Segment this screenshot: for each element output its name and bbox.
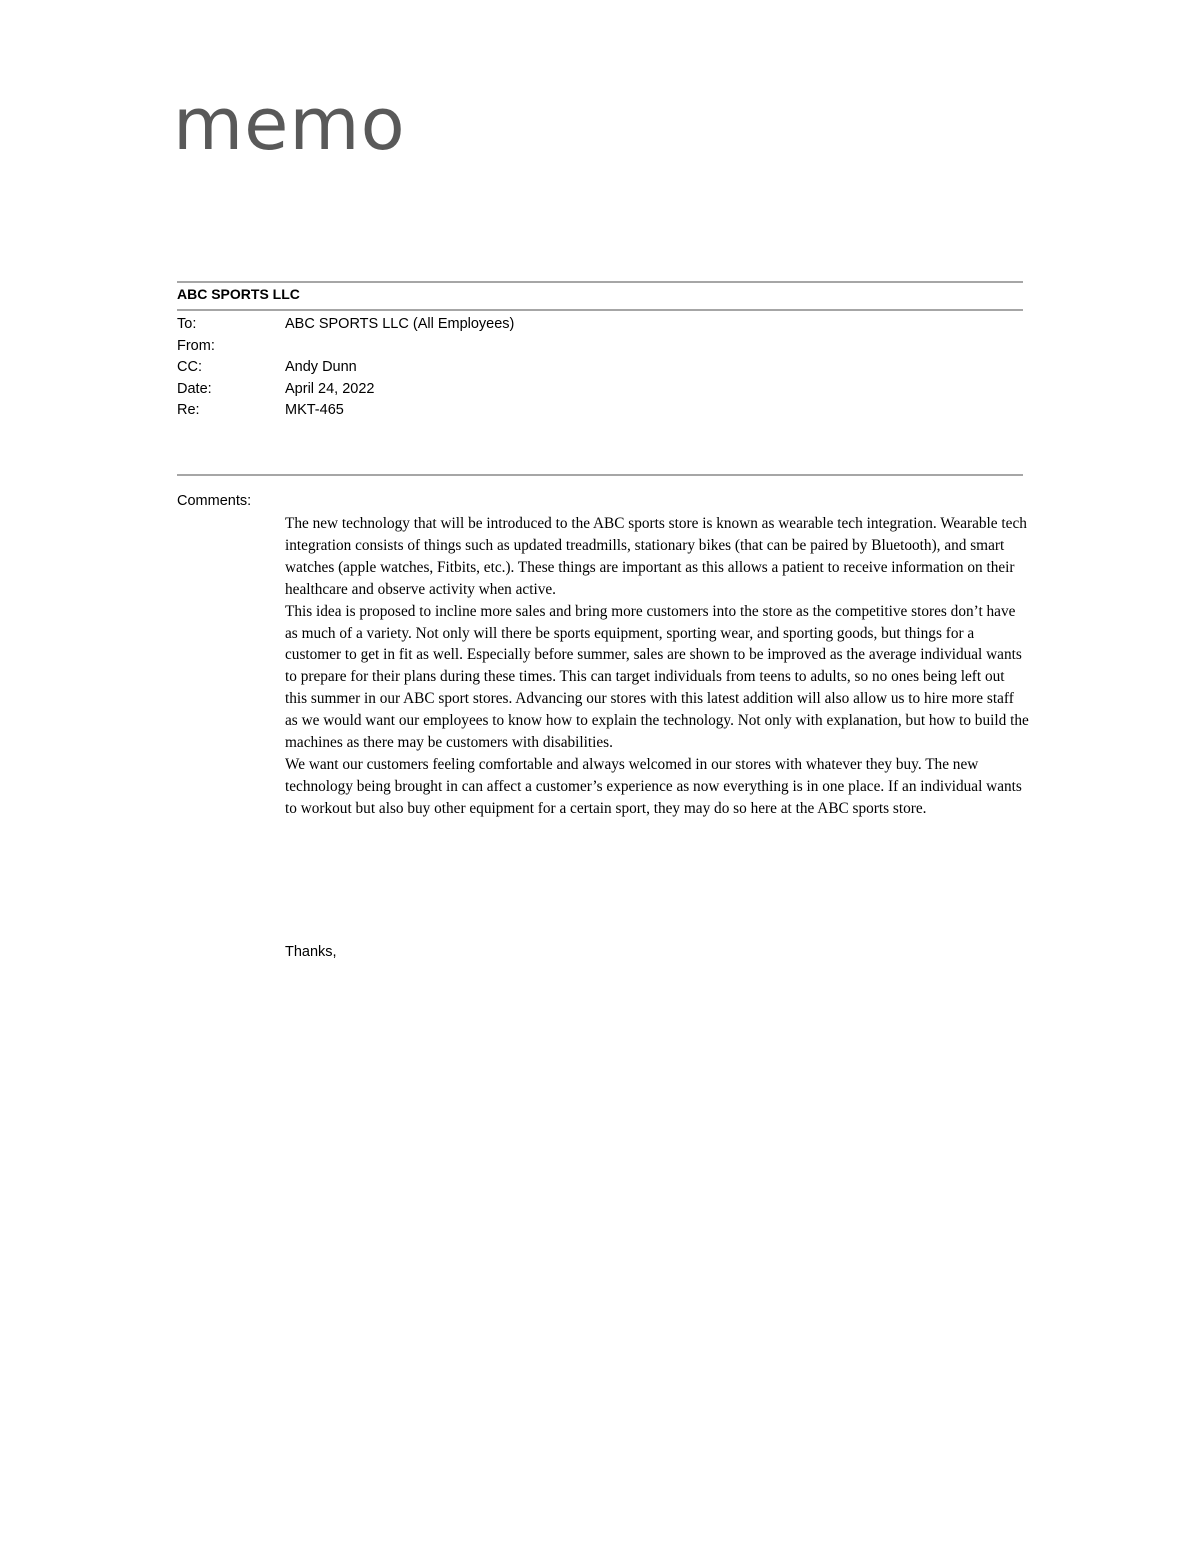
header-row-re (177, 400, 514, 422)
from-label: From: (177, 337, 215, 354)
cc-label: CC: (177, 359, 202, 376)
company-name: ABC SPORTS LLC (177, 286, 300, 302)
re-label: Re: (177, 402, 200, 419)
comments-label: Comments: (177, 493, 252, 509)
date-label: Date: (177, 380, 212, 397)
closing: Thanks, (285, 944, 337, 960)
header-row-cc (177, 357, 514, 379)
header-row-date (177, 379, 514, 401)
to-label: To: (177, 316, 197, 332)
to-value: ABC SPORTS LLC (All Employees) (285, 316, 515, 332)
header-bottom-rule (177, 474, 1023, 476)
company-rule (177, 309, 1023, 311)
header-row-to (177, 314, 514, 336)
top-rule (177, 281, 1023, 283)
paragraph-3: We want our customers feeling comfortable and always welcomed in our stores with whatever they buy. The new technology being brought in can affect a customer’s experience as now everything is in one place. If an individual wants to workout but also buy other equipment for a certain sport, they may do so here at the ABC sports store. (285, 755, 1022, 817)
re-value: MKT-465 (285, 402, 344, 419)
paragraph-1: The new technology that will be introduced to the ABC sports store is known as wearable tech integration. Wearable tech integration consists of things such as updated treadmills, stationary bikes (that can be paired by Bluetooth), and smart watches (apple watches, Fitbits, etc.). These things are important as this allows a patient to receive information on their healthcare and observe activity when active. (285, 515, 1027, 598)
paragraph-2: This idea is proposed to incline more sales and bring more customers into the store as the competitive stores don’t have as much of a variety. Not only will there be sports equipment, sporting wear, and sporting goods, but things for a customer to get in fit as well. Especially before summer, sales are shown to be improved as the average individual wants to prepare for their plans during these times. This can target individuals from teens to adults, so no ones being left out this summer in our ABC sport stores. Advancing our stores with this latest addition will also allow us to hire more staff as we would want our employees to know how to explain the technology. Not only with explanation, but how to build the machines as there may be customers with disabilities. (285, 602, 1029, 752)
date-value: April 24, 2022 (285, 380, 375, 397)
comments-body (285, 513, 1030, 820)
memo-title: memo (173, 82, 406, 166)
cc-value: Andy Dunn (285, 359, 357, 376)
header-row-from (177, 336, 514, 358)
memo-header (177, 314, 514, 422)
